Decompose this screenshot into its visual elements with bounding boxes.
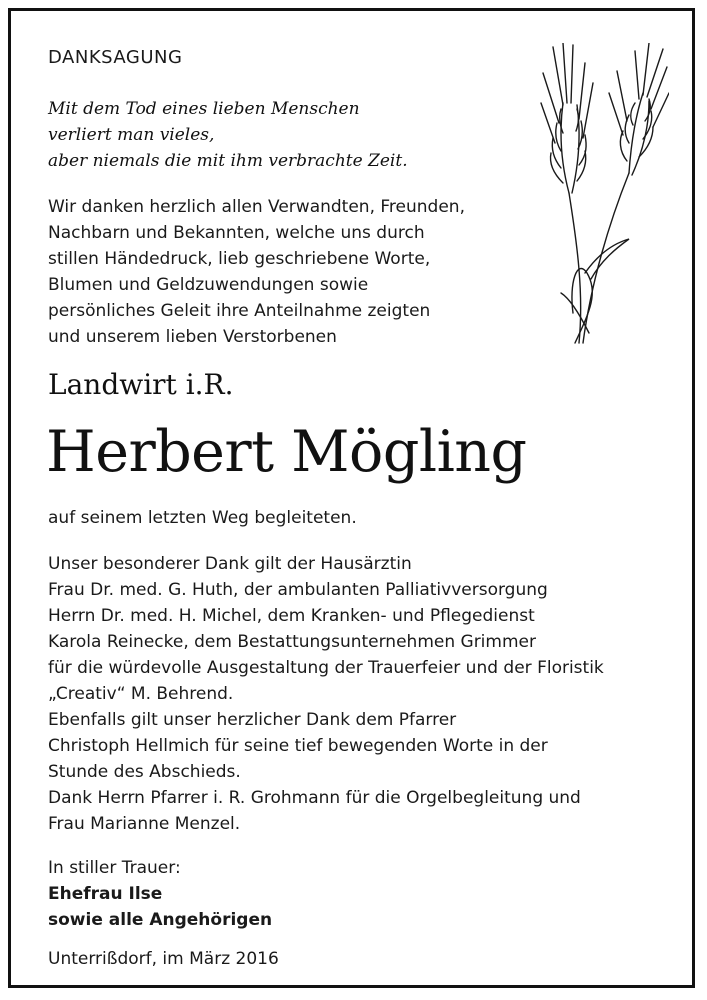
quote-line: verliert man vieles, <box>48 125 215 145</box>
details-line: Christoph Hellmich für seine tief bewegenden Worte in der <box>48 736 548 756</box>
details-line: für die würdevolle Ausgestaltung der Trauerfeier und der Floristik <box>48 658 604 678</box>
obituary-notice <box>8 8 695 988</box>
quote-line: aber niemals die mit ihm verbrachte Zeit. <box>48 151 408 171</box>
thanks-paragraph <box>48 194 465 350</box>
thanks-line: persönliches Geleit ihre Anteilnahme zeigten <box>48 301 431 321</box>
details-line: Dank Herrn Pfarrer i. R. Grohmann für die Orgelbegleitung und <box>48 788 581 808</box>
mourner-name: Ehefrau Ilse <box>48 884 163 904</box>
details-line: Ebenfalls gilt unser herzlicher Dank dem Pfarrer <box>48 710 457 730</box>
deceased-name: Herbert Mögling <box>46 419 527 485</box>
details-line: Karola Reinecke, dem Bestattungsunternehmen Grimmer <box>48 632 536 652</box>
mourners-intro: In stiller Trauer: <box>48 858 181 878</box>
details-line: Frau Dr. med. G. Huth, der ambulanten Palliativversorgung <box>48 580 548 600</box>
thanks-line: und unserem lieben Verstorbenen <box>48 327 337 347</box>
thanks-line: Blumen und Geldzuwendungen sowie <box>48 275 369 295</box>
special-thanks-paragraph <box>48 551 604 837</box>
mourners-block <box>48 855 272 933</box>
details-line: Frau Marianne Menzel. <box>48 814 241 834</box>
deceased-title: Landwirt i.R. <box>48 368 234 401</box>
thanks-line: Nachbarn und Bekannten, welche uns durch <box>48 223 425 243</box>
details-line: Stunde des Abschieds. <box>48 762 241 782</box>
details-line: Unser besonderer Dank gilt der Hausärztin <box>48 554 412 574</box>
quote-line: Mit dem Tod eines lieben Menschen <box>48 99 360 119</box>
memorial-quote <box>48 96 408 174</box>
thanks-line: stillen Händedruck, lieb geschriebene Worte, <box>48 249 431 269</box>
thanks-line: Wir danken herzlich allen Verwandten, Freunden, <box>48 197 465 217</box>
place-date: Unterrißdorf, im März 2016 <box>48 949 279 969</box>
last-way-line: auf seinem letzten Weg begleiteten. <box>48 508 357 528</box>
notice-heading: DANKSAGUNG <box>48 47 183 68</box>
mourner-name: sowie alle Angehörigen <box>48 910 273 930</box>
details-line: Herrn Dr. med. H. Michel, dem Kranken- und Pflegedienst <box>48 606 535 626</box>
wheat-ears-icon <box>539 43 669 353</box>
details-line: „Creativ“ M. Behrend. <box>48 684 234 704</box>
